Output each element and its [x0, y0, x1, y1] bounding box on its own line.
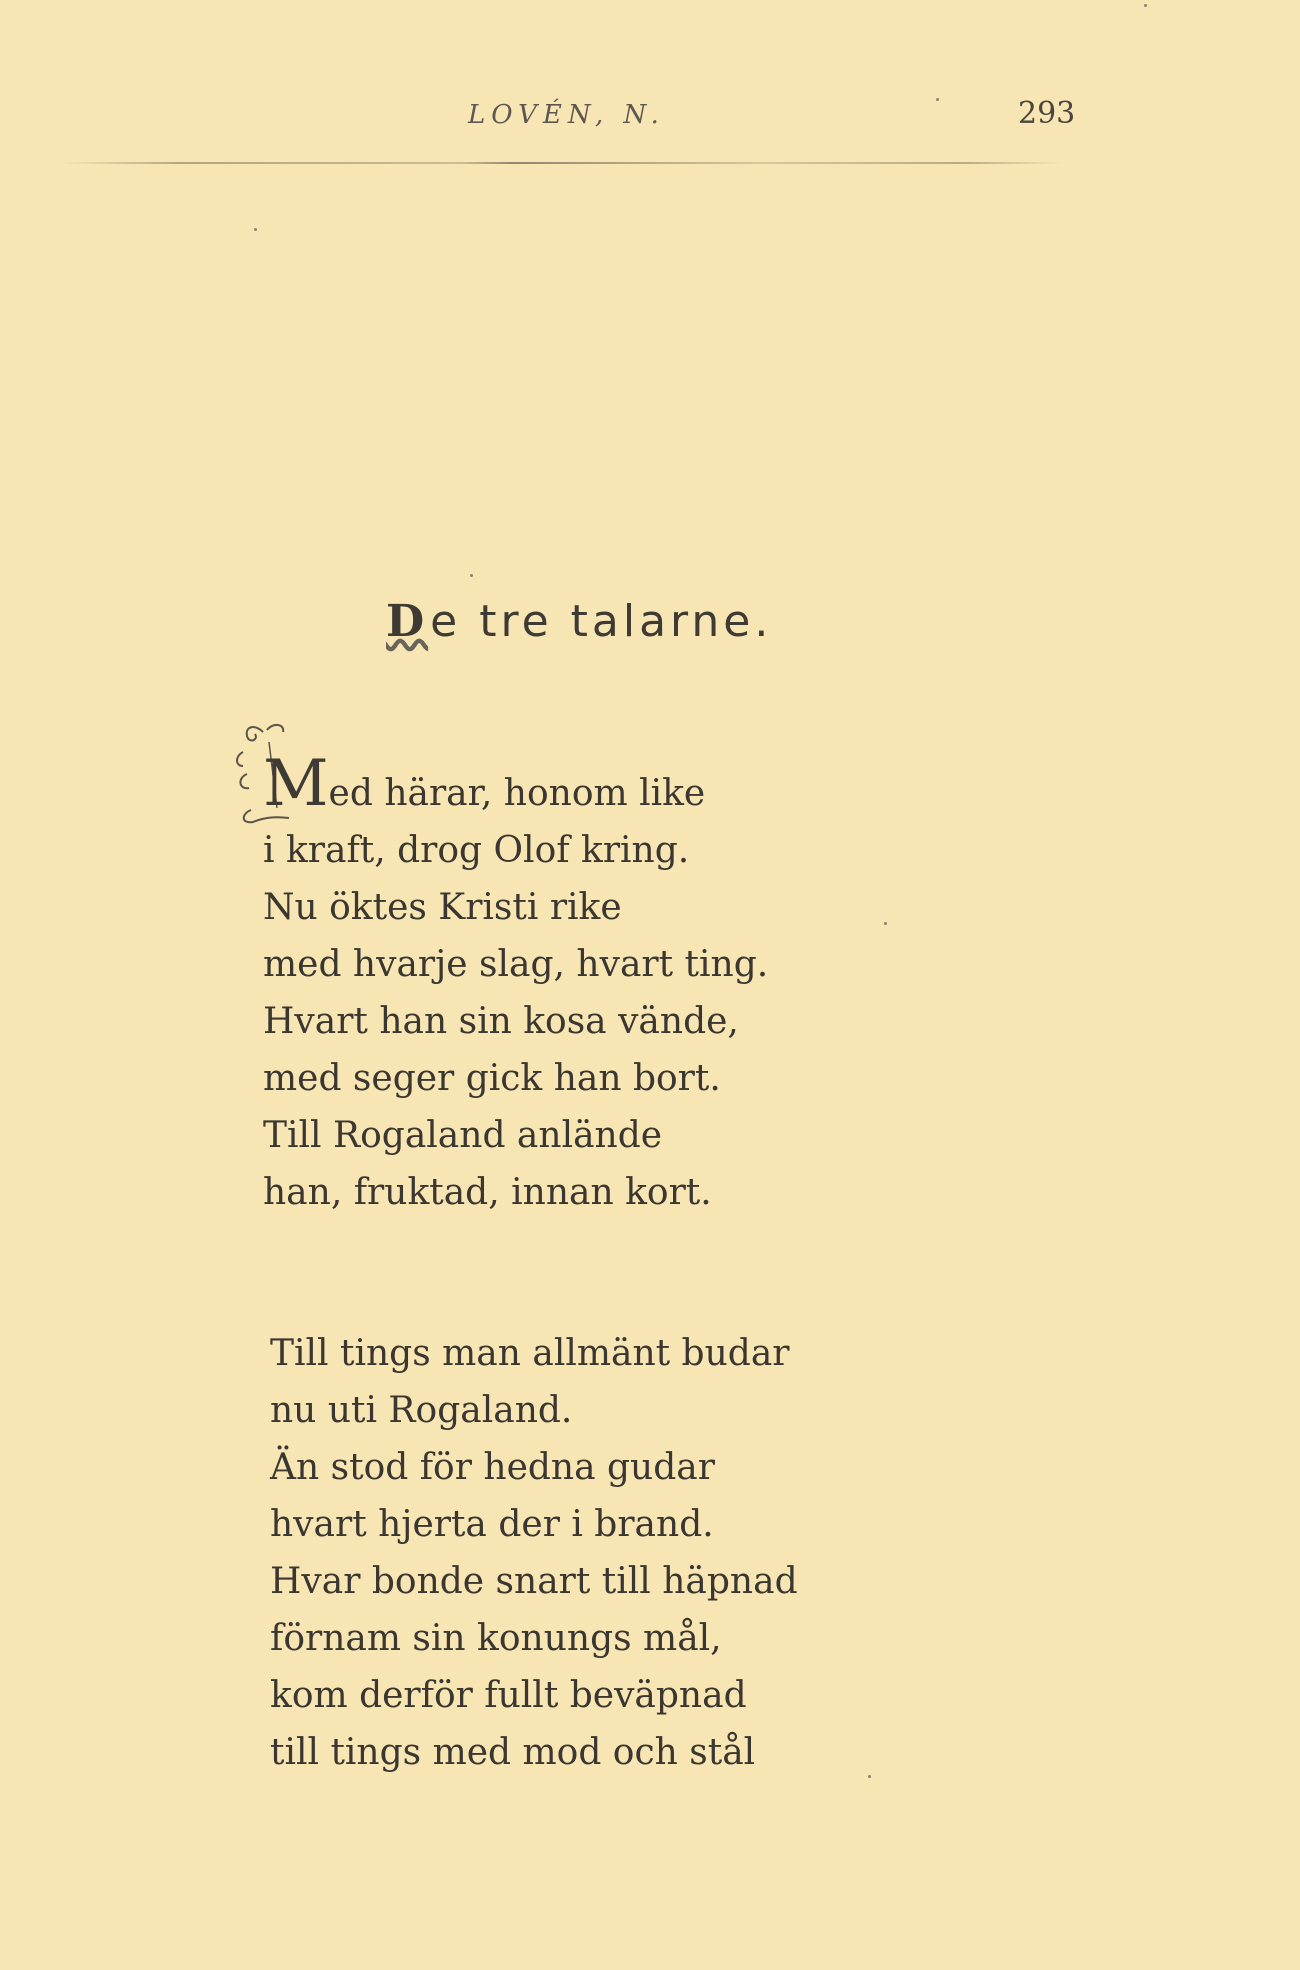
stanza-2-line: Hvar bonde snart till häpnad: [270, 1561, 798, 1602]
stanza-1-line: med seger gick han bort.: [263, 1058, 721, 1099]
stanza-2-line: till tings med mod och stål: [270, 1732, 756, 1773]
stanza-1-line: Nu öktes Kristi rike: [263, 887, 622, 928]
stanza-1-line: i kraft, drog Olof kring.: [263, 830, 690, 871]
paper-speck: [1144, 4, 1147, 7]
stanza-1: [263, 747, 769, 1221]
stanza-2-line: kom derför fullt beväpnad: [270, 1675, 747, 1716]
stanza-1-line: han, fruktad, innan kort.: [263, 1172, 712, 1213]
paper-speck: [254, 228, 257, 231]
first-line-text: ed härar, honom like: [328, 773, 706, 814]
stanza-2-line: Än stod för hedna gudar: [270, 1447, 715, 1488]
title-text: e tre talarne.: [430, 596, 773, 647]
stanza-2-line: hvart hjerta der i brand.: [270, 1504, 714, 1545]
stanza-1-line: Hvart han sin kosa vände,: [263, 1001, 739, 1042]
stanza-2-line: Till tings man allmänt budar: [270, 1333, 790, 1374]
stanza-1-line-1: [263, 747, 768, 822]
paper-speck: [868, 1775, 871, 1778]
stanza-1-line: med hvarje slag, hvart ting.: [263, 944, 769, 985]
stanza-2-line: nu uti Rogaland.: [270, 1390, 573, 1431]
page-number: 293: [1018, 96, 1076, 131]
drop-cap: M: [263, 747, 329, 821]
paper-speck: [470, 574, 473, 577]
paper-speck: [884, 922, 887, 925]
poem-title: [386, 596, 772, 647]
stanza-1-line: Till Rogaland anlände: [263, 1115, 663, 1156]
stanza-2: [270, 1325, 798, 1781]
running-head: LOVÉN, N.: [468, 100, 665, 130]
title-initial: D: [386, 596, 429, 647]
header-rule: [62, 162, 1062, 164]
stanza-2-line: förnam sin konungs mål,: [270, 1618, 722, 1659]
paper-speck: [936, 98, 939, 101]
